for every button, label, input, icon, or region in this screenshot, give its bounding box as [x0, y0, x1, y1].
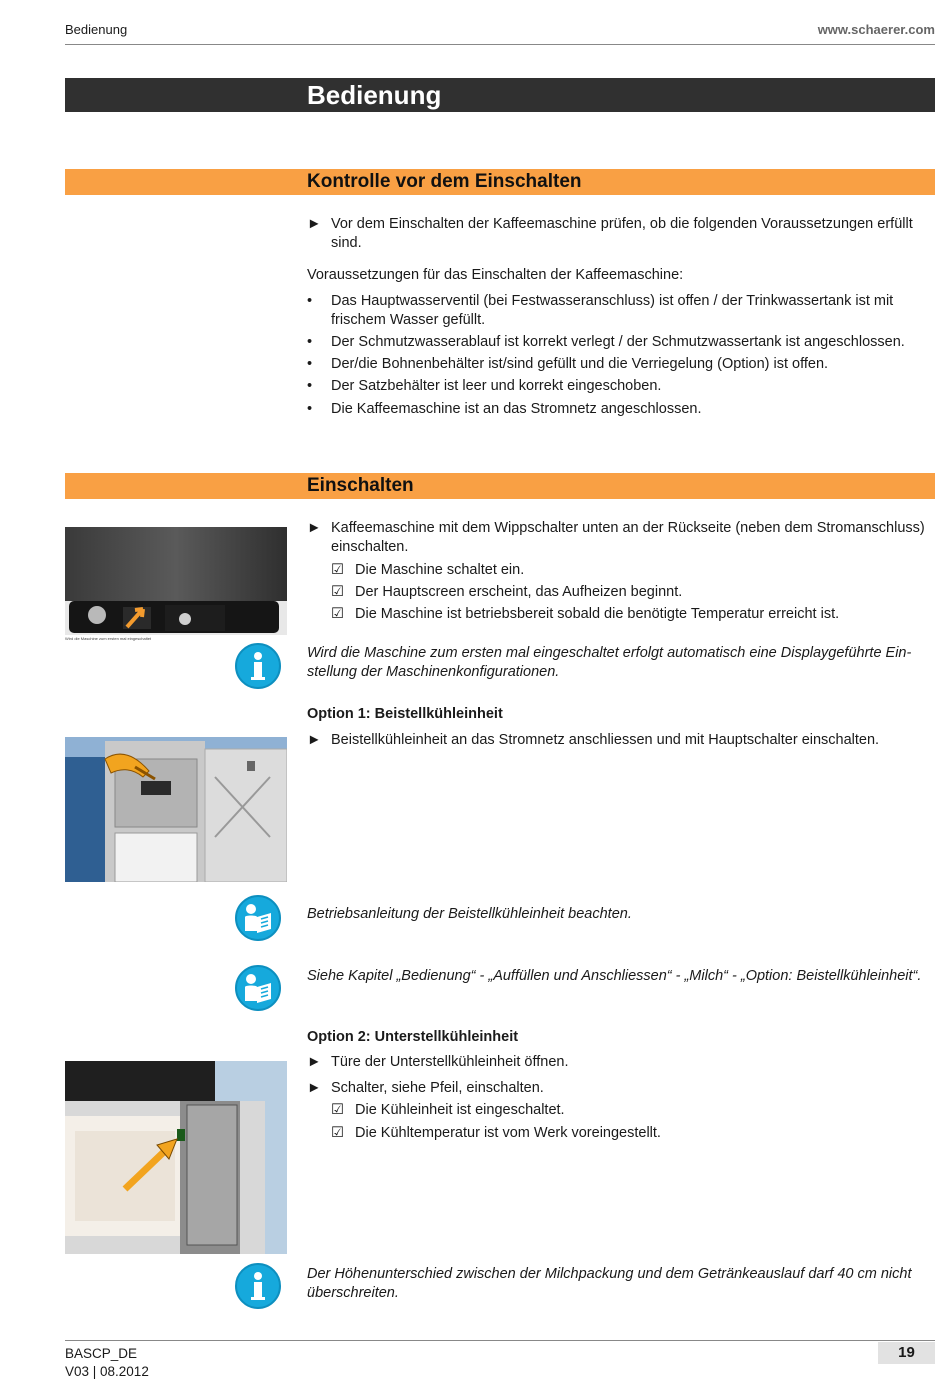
result-item: ☑ Die Maschine ist betriebsbereit sobald die benötigte Temperatur erreicht ist. [331, 606, 840, 622]
option2-step: ► Schalter, siehe Pfeil, einschalten. [307, 1080, 544, 1096]
list-item: • Die Kaffeemaschine ist an das Stromnetz angeschlossen. [307, 401, 702, 417]
manual-icon [235, 965, 281, 1011]
arrow-icon: ► [307, 1080, 322, 1096]
result-item: ☑ Die Kühleinheit ist eingeschaltet. [331, 1102, 565, 1118]
checkbox-icon: ☑ [331, 584, 344, 600]
page-title: Bedienung [307, 80, 442, 110]
result-item: ☑ Die Kühltemperatur ist vom Werk voreingestellt. [331, 1125, 661, 1141]
info-icon [235, 643, 281, 689]
manual-icon [235, 895, 281, 941]
header-chapter: Bedienung [65, 22, 128, 37]
info-icon [235, 1263, 281, 1309]
section-heading-bar [65, 169, 935, 195]
note-height-difference: Der Höhenunterschied zwischen der Milchpackung und dem Getränkeauslauf darf 40 cm nicht überschreiten. [307, 1266, 912, 1301]
note-read-manual: Betriebsanleitung der Beistellkühleinheit beachten. [307, 906, 632, 922]
requirements-intro: Voraussetzungen für das Einschalten der Kaffeemaschine: [307, 267, 684, 283]
bullet-icon: • [307, 334, 313, 350]
title-bar [65, 78, 935, 112]
image-caption: Wird die Maschine zum ersten mal eingeschaltet [65, 636, 152, 641]
list-item: • Der/die Bohnenbehälter ist/sind gefüllt und die Verriegelung (Option) ist offen. [307, 356, 829, 372]
machine-switch-illustration [65, 527, 287, 635]
option2-title: Option 2: Unterstellkühleinheit [307, 1029, 519, 1045]
list-item: • Der Schmutzwasserablauf ist korrekt verlegt / der Schmutzwassertank ist angeschlossen. [307, 334, 905, 350]
result-item: ☑ Die Maschine schaltet ein. [331, 562, 525, 578]
bullet-icon: • [307, 356, 313, 372]
note-see-chapter: Siehe Kapitel „Bedienung“ - „Auffüllen und Anschliessen“ - „Milch“ - „Option: Beistellkühleinheit“. [307, 968, 922, 984]
machine-switch-image [65, 527, 287, 635]
section-heading-einschalten: Einschalten [307, 475, 414, 496]
under-counter-unit-illustration [65, 1061, 287, 1254]
footer-version: V03 | 08.2012 [65, 1364, 149, 1379]
section-heading-bar [65, 473, 935, 499]
bullet-icon: • [307, 401, 313, 417]
step-check-before-start: ► Vor dem Einschalten der Kaffeemaschine prüfen, ob die folgenden Voraussetzungen erfüllt sind. [307, 216, 913, 251]
option2-step: ► Türe der Unterstellkühleinheit öffnen. [307, 1054, 569, 1070]
checkbox-icon: ☑ [331, 562, 344, 578]
page-number: 19 [878, 1342, 935, 1364]
section-heading-kontrolle: Kontrolle vor dem Einschalten [307, 171, 582, 192]
header-divider [65, 44, 935, 45]
arrow-icon: ► [307, 520, 322, 536]
bullet-icon: • [307, 293, 313, 309]
cooling-unit-illustration [65, 737, 287, 882]
note-first-start: Wird die Maschine zum ersten mal eingeschaltet erfolgt automatisch eine Displaygeführte Einstellung der Maschinenkonfigurationen. [307, 645, 912, 680]
option1-title: Option 1: Beistellkühleinheit [307, 706, 503, 722]
bullet-icon: • [307, 378, 313, 394]
cooling-unit-image [65, 737, 287, 882]
step-switch-on: ► Kaffeemaschine mit dem Wippschalter unten an der Rückseite (neben dem Stromanschluss) einschalten. [307, 520, 925, 555]
result-item: ☑ Der Hauptscreen erscheint, das Aufheizen beginnt. [331, 584, 683, 600]
checkbox-icon: ☑ [331, 1125, 344, 1141]
list-item: • Das Hauptwasserventil (bei Festwasseranschluss) ist offen / der Trinkwassertank ist mit frischem Wasser gefüllt. [307, 293, 894, 328]
arrow-icon: ► [307, 732, 322, 748]
arrow-icon: ► [307, 1054, 322, 1070]
option1-step: ► Beistellkühleinheit an das Stromnetz anschliessen und mit Hauptschalter einschalten. [307, 732, 880, 748]
checkbox-icon: ☑ [331, 606, 344, 622]
footer-doc-id: BASCP_DE [65, 1346, 138, 1361]
list-item: • Der Satzbehälter ist leer und korrekt eingeschoben. [307, 378, 662, 394]
footer-divider [65, 1340, 935, 1341]
checkbox-icon: ☑ [331, 1102, 344, 1118]
arrow-icon: ► [307, 216, 322, 232]
header-website[interactable]: www.schaerer.com [817, 22, 935, 37]
under-counter-unit-image [65, 1061, 287, 1254]
